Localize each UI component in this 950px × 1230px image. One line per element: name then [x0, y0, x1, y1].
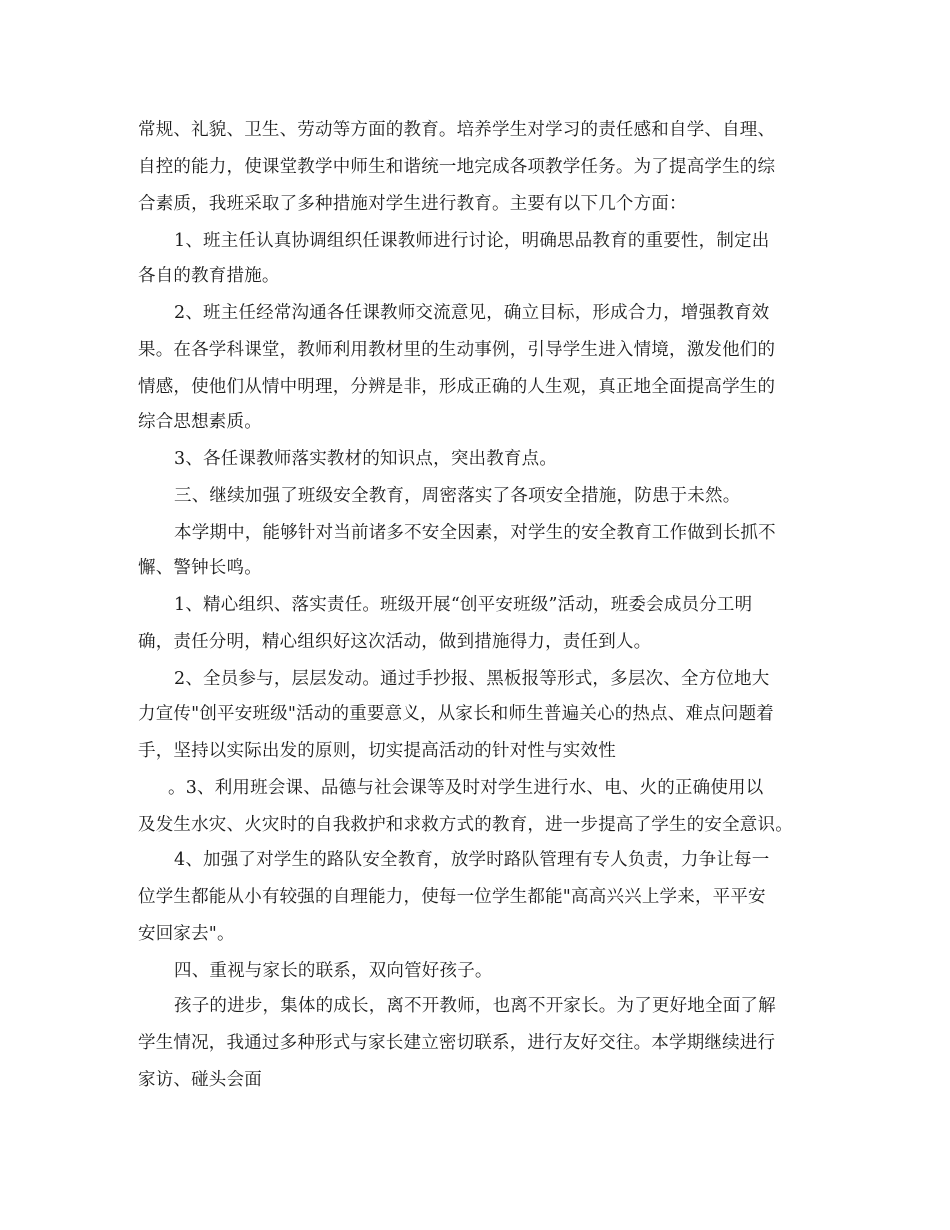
text-line: 及发生水灾、火灾时的自我救护和求救方式的教育，进一步提高了学生的安全意识。	[138, 815, 793, 835]
text-line: 家访、碰头会面	[138, 1070, 262, 1090]
text-line: 懈、警钟长鸣。	[138, 558, 262, 578]
text-line: 4、加强了对学生的路队安全教育，放学时路队管理有专人负责，力争让每一	[174, 850, 770, 870]
text-line: 自控的能力，使课堂教学中师生和谐统一地完成各项教学任务。为了提高学生的综	[138, 157, 776, 177]
text-line: 2、全员参与，层层发动。通过手抄报、黑板报等形式，多层次、全方位地大	[174, 669, 770, 689]
text-line: 情感，使他们从情中明理，分辨是非，形成正确的人生观，真正地全面提高学生的	[138, 377, 776, 397]
text-line: 合素质，我班采取了多种措施对学生进行教育。主要有以下几个方面：	[138, 194, 687, 214]
text-line: 本学期中，能够针对当前诸多不安全因素，对学生的安全教育工作做到长抓不	[174, 523, 776, 543]
text-line: 综合思想素质。	[138, 412, 262, 432]
text-line: 2、班主任经常沟通各任课教师交流意见，确立目标，形成合力，增强教育效	[174, 303, 770, 323]
text-line: 3、各任课教师落实教材的知识点，突出教育点。	[174, 449, 558, 469]
text-line: 。3、利用班会课、品德与社会课等及时对学生进行水、电、火的正确使用以	[168, 778, 764, 798]
text-line: 常规、礼貌、卫生、劳动等方面的教育。培养学生对学习的责任感和自学、自理、	[138, 120, 776, 140]
text-line: 三、继续加强了班级安全教育，周密落实了各项安全措施，防患于未然。	[174, 486, 741, 506]
text-line: 学生情况，我通过多种形式与家长建立密切联系，进行友好交往。本学期继续进行	[138, 1033, 776, 1053]
text-line: 1、精心组织、落实责任。班级开展“创平安班级”活动，班委会成员分工明	[174, 595, 753, 615]
text-line: 力宣传"创平安班级"活动的重要意义，从家长和师生普遍关心的热点、难点问题着	[138, 704, 774, 724]
text-line: 位学生都能从小有较强的自理能力，使每一位学生都能"高高兴兴上学来，平平安	[138, 887, 766, 907]
text-line: 孩子的进步，集体的成长，离不开教师，也离不开家长。为了更好地全面了解	[174, 996, 776, 1016]
text-line: 各自的教育措施。	[138, 266, 280, 286]
text-line: 确，责任分明，精心组织好这次活动，做到措施得力，责任到人。	[138, 632, 652, 652]
text-line: 四、重视与家长的联系，双向管好孩子。	[174, 961, 493, 981]
text-line: 手，坚持以实际出发的原则，切实提高活动的针对性与实效性	[138, 741, 616, 761]
text-line: 果。在各学科课堂，教师利用教材里的生动事例，引导学生进入情境，激发他们的	[138, 340, 776, 360]
text-line: 1、班主任认真协调组织任课教师进行讨论，明确思品教育的重要性，制定出	[174, 231, 770, 251]
text-line: 安回家去"。	[138, 924, 235, 944]
